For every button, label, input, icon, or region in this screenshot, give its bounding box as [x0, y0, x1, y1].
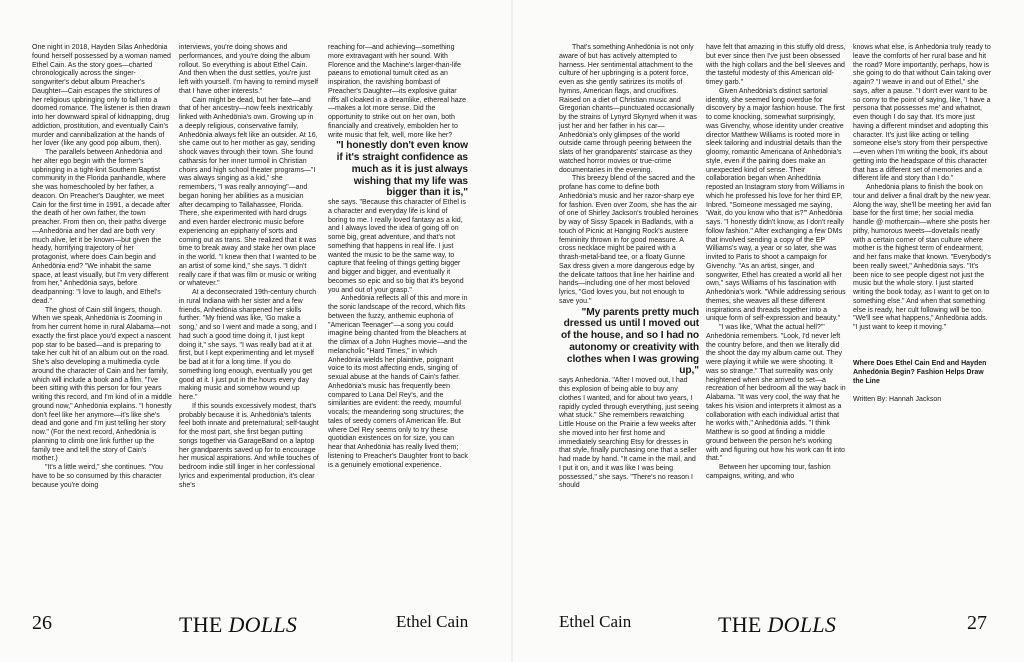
paragraph: That's something Anhedönia is not only aware of but has actively attempted to harness. Her sentimental attachment to the culture of her upbringing is a potent force, even as she gently satirizes its motifs of hymns, American flags, and crucifixes. Raised on a diet of Christian music and Gregorian chants—punctuated occasionally by the strains of Lynyrd Skynyrd when it was just her and her father in his car—Anhedönia's only glimpses of the world outside came through peering between the slats of her grandparents' staircase as they watched horror movies or true-crime documentaries in the evening. — [559, 44, 697, 174]
paragraph: If this sounds excessively modest, that's probably because it is. Anhedönia's talents feel both innate and preternatural; self-taught for the most part, she first began putting songs together via GarageBand on a laptop her grandparents saved up for to encourage her musical aspirations. And while touches of bedroom indie still linger in her confessional lyrics and experimental production, it's clear she's — [179, 402, 319, 489]
paragraph: Between her upcoming tour, fashion campaigns, writing, and who — [706, 464, 831, 480]
paragraph: Anhedönia reflects all of this and more in the sonic landscape of the record, which flits between the fuzzy, anthemic euphoria of "American Teenager"—a song you could imagine being chanted from the bleachers at the climax of a John Hughes movie—and the melancholic "Hard Times," in which Anhedönia wields her plaintive, poignant voice to its most affecting ends, singing of sexual abuse at the hands of Cain's father. Anhedönia's music has frequently been compared to Lana Del Rey's, and the similarities are evident: the reedy, mournful vocals; the meandering song structures; the tales of seedy corners of American life. But where Del Rey seems only to try these quotidian existences on for size, you can hear that Anhedönia has really lived them; listening to Preacher's Daughter front to back is a genuinely emotional experience. — [328, 295, 468, 469]
page-number-right: 27 — [967, 612, 987, 634]
paragraph: Anhedönia plans to finish the book on tour and deliver a final draft by the new year. Along the way, she'll be meeting her avid fan base for the first time; her social media handle @ mothercain—where she posts her pithy, humorous tweets—dovetails neatly with a certain corner of stan culture where mother is the highest term of endearment, and her fans make that known. "Everybody's been really sweet," Anhedönia says. "It's been nice to see people digest not just the music but the whole story. I just started writing the book today, as I want to get on to something else." And when that something else is ready, her cult following will be too. "We'll see what happens," Anhedönia adds. "I just want to keep it moving." — [853, 184, 992, 331]
right-column-2 — [706, 44, 846, 482]
paragraph: "I was like, 'What the actual hell?'" Anhedönia remembers. "Look, I'd never left the country before, and then we literally did the shoot the day my album came out. They were playing it while we were shooting. It was so strange." That surreality was only heightened when she arrived to set—a recreation of her bedroom all the way back in Alabama. "It was very cool, the way that he takes his vision and interprets it almost as a collaboration with each individual artist that he works with," Anhedönia adds. "I think Matthew is so good at finding a middle ground between the person he's working with and figuring out how his work can fit into that." — [706, 324, 846, 463]
pull-quote: "My parents pretty much dressed us until I moved out of the house, and so I had no autonomy or creativity with clothes when I was growing up," — [560, 306, 699, 377]
left-column-3 — [328, 44, 468, 470]
paragraph: knows what else, is Anhedönia truly ready to leave the comforts of her rural base and hit the road? More importantly, perhaps, how is she going to do that without Cain taking over again? "I weave in and out of Ethel," she says, after a pause. "I don't ever want to be so corny to the point of saying, like, 'I have a persona that possesses me' and whatnot, even though I do say that. It's more just having a different mindset and adopting this character. It's just like acting or telling someone else's story from their perspective—even when I'm writing the book, it's about getting into the headspace of this character that has a different set of memories and a different life and story than I do." — [853, 44, 992, 183]
paragraph: Cain might be dead, but her fate—and that of her ancestry—now feels inextricably linked with Anhedönia's own. Growing up in a deeply religious, conservative family, Anhedönia always felt like an outsider. At 16, she came out to her mother as gay, sending shock waves through their town. She found catharsis for her inner turmoil in Christian choirs and high school theater programs—"I was always singing as a kid," she remembers, "I was really annoying"—and began honing her abilities as a musician after decamping to Tallahassee, Florida. There, she experimented with hard drugs and even harder electronic music before experiencing an epiphany of sorts and coming out as trans. She realized that it was time to break away and stake her own place in the world. "I knew then that I wanted to be an artist of some kind," she says. "I didn't really care if that was film or music or writing or whatever." — [179, 96, 318, 288]
paragraph: reaching for—and achieving—something more extravagant with her sound. With Florence and the Machine's larger-than-life paeans to emotional tumult cited as an inspiration, the ravishing bombast of Preacher's Daughter—its explosive guitar riffs all cloaked in a dreamlike, ethereal haze—makes a lot more sense. Did the opportunity to strike out on her own, both financially and creatively, embolden her to write music that felt, well, more like her? — [328, 44, 467, 139]
page-number-left: 26 — [32, 612, 52, 634]
paragraph: The parallels between Anhedönia and her alter ego begin with the former's upbringing in a tight-knit Southern Baptist community in the Florida panhandle, where she was homeschooled by her father, a deacon. On Preacher's Daughter, we meet Cain for the first time in 1991, a decade after the death of her own father, the town preacher. From then on, their paths diverge—Anhedönia and her dad are both very much alive, let it be known—but given the heady, horrifying trajectory of her protagonist, where does Cain begin and Anhedönia end? "We inhabit the same space, at least visually, but I'm very different from her," Anhedönia says, before deadpanning: "I love to laugh, and Ethel's dead." — [32, 149, 171, 305]
pull-quote: "I honestly don't even know if it's straight confidence as much as it is just always wishing that my life was bigger than it is," — [336, 140, 468, 199]
magazine-title-dolls: DOLLS — [767, 612, 837, 637]
paragraph: have felt that amazing in this stuffy old dress, but ever since then I've just been obsessed with the high collars and the bell sleeves and the tasteful modesty of this American old-timey garb." — [706, 44, 846, 86]
paragraph: she says. "Because this character of Ethel is a character and everyday life is kind of boring to me. I really loved fantasy as a kid, and I always loved the idea of going off on some big, great adventure, and that's not something that happens in real life. I just wanted the music to be the same way, to capture that feeling of things getting bigger and bigger and bigger, and eventually it becomes so epic and so big that it's beyond you and out of your grasp." — [328, 199, 466, 294]
right-column-1 — [559, 44, 699, 491]
magazine-title-the: THE — [718, 612, 762, 637]
paragraph: Given Anhedönia's distinct sartorial identity, she seemed long overdue for discovery by a major fashion house. The first to come knocking, somewhat surprisingly, was Givenchy, whose identity under creative director Matthew Williams is rooted more in sleek tailoring and industrial details than the gloomy, romantic Americana of Anhedönia's style, even if the pairing does make an unexpected kind of sense. Their collaboration began when Anhedönia reposted an Instagram story from Williams in which he professed his love for her third EP, Inbred. "Someone messaged me saying, 'Wait, do you know who that is?'" Anhedönia says. "I honestly didn't know, as I don't really follow fashion." After exchanging a few DMs that involved sending a copy of the EP Williams's way, a year or so later, she was invited to Paris to shoot a campaign for Givenchy. "As an artist, singer, and songwriter, Ethel has created a world all her own," says Williams of his fascination with Anhedönia's work. "While addressing serious themes, she weaves all these different inspirations and threads together into a unique form of self-expression and beauty." — [706, 87, 846, 323]
magazine-title-dolls: DOLLS — [228, 612, 298, 637]
sidebar-heading: Where Does Ethel Cain End and Hayden Anhedönia Begin? Fashion Helps Draw the Line — [853, 359, 987, 385]
left-column-2 — [179, 44, 319, 490]
paragraph: The ghost of Cain still lingers, though. When we speak, Anhedönia is Zooming in from her current home in rural Alabama—not exactly the first place you'd expect a nascent pop star to be based—and is preparing to take her cult hit of an album out on the road. She's also developing a multimedia cycle around the character of Cain and her family, which will include a book and a film. "I've been sitting with this person for four years writing this record, and I'm kind of in a middle ground now," Anhedönia explains. "I honestly don't feel like her anymore—it's like she's dead and gone and I'm just telling her story now." (For the next record, Anhedönia is planning to climb one link further up the family tree and tell the story of Cain's mother.) — [32, 306, 172, 463]
section-title-right: Ethel Cain — [559, 612, 632, 631]
section-title-left: Ethel Cain — [396, 612, 469, 631]
paragraph: says Anhedönia. "After I moved out, I had this explosion of being able to buy any clothes I wanted, and for about two years, I rapidly cycled through everything, just seeing what stuck." She remembers rewatching Little House on the Prairie a few weeks after she moved into her first home and immediately searching Etsy for dresses in that style, finally purchasing one that a seller had made by hand. "It came in the mail, and I put it on, and it was like I was being possessed," she says. "There's no reason I should — [559, 377, 699, 490]
left-column-1 — [32, 44, 172, 490]
right-column-3 — [853, 44, 993, 405]
magazine-title-the: THE — [179, 612, 223, 637]
paragraph: "It's a little weird," she continues. "You have to be so consumed by this character because you're doing — [32, 464, 163, 489]
page-gutter — [511, 0, 513, 662]
magazine-title-right — [718, 612, 836, 638]
paragraph: At a deconsecrated 19th-century church in rural Indiana with her sister and a few friends, Anhedönia sharpened her skills further. "My friend was like, 'Go make a song,' and so I went and made a song, and I had such a good time doing it, I just kept doing it," she says. "I was really bad at it at first, but I kept experimenting and let myself be bad at it for a long time. If you do something long enough, eventually you get good at it. I just put in the hours every day making music and somehow wound up here." — [179, 289, 317, 401]
paragraph: One night in 2018, Hayden Silas Anhedönia found herself possessed by a woman named Ethel Cain. As the story goes—charted chronologically across the singer-songwriter's debut album Preacher's Daughter—Cain escapes the strictures of her religious upbringing only to fall into a doomed romance. The listener is then drawn into her downward spiral of kidnapping, drug addiction, prostitution, and eventually Cain's murder and cannibalization at the hands of her lover (like any good pop album, then). — [32, 44, 171, 148]
author-credit: Written By: Hannah Jackson — [853, 395, 942, 403]
paragraph: This breezy blend of the sacred and the profane has come to define both Anhedönia's music and her razor-sharp eye for fashion. Even over Zoom, she has the air of one of Shirley Jackson's troubled heroines by way of Sissy Spacek in Badlands, with a touch of Picnic at Hanging Rock's austere femininity thrown in for good measure. A cross necklace might be paired with a thrash-metal-band tee, or a floaty Gunne Sax dress given a more dangerous edge by the delicate tattoos that line her hairline and hands—including one of her most beloved lyrics, "God loves you, but not enough to save you." — [559, 175, 699, 305]
paragraph: interviews, you're doing shows and performances, and you're doing the album rollout. So everything is about Ethel Cain. And then when the dust settles, you're just left with yourself. I'm having to remind myself that I have other interests." — [179, 44, 319, 95]
magazine-title-left — [179, 612, 297, 638]
